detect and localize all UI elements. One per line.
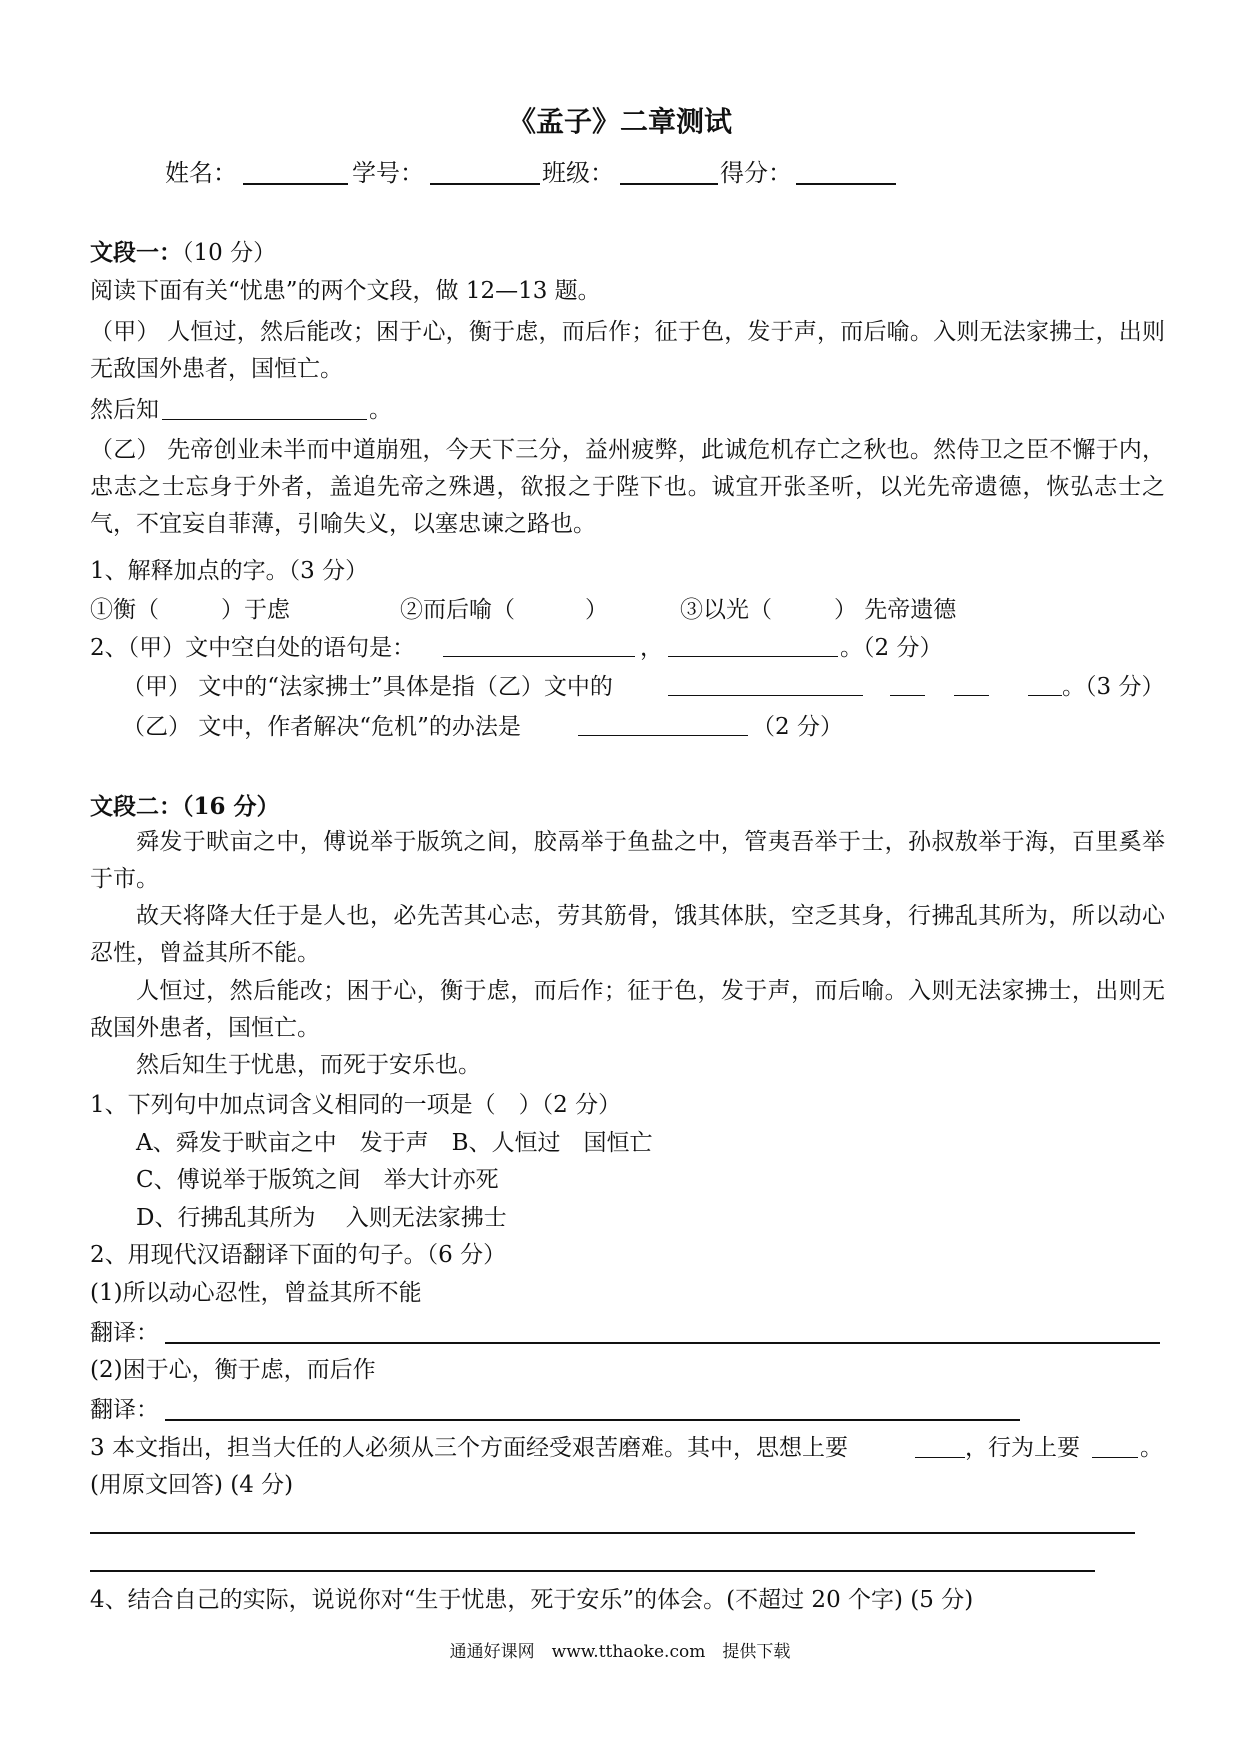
section-1-heading [90,238,276,268]
q2-score: 。（2 分） [840,635,943,661]
s2-question-1: 1、下列句中加点词含义相同的一项是（ ）（2 分） [90,1092,622,1118]
s2-question-4: 4、结合自己的实际，说说你对“生于忧患，死于安乐”的体会。(不超过 20 个字) (5 分) [90,1587,974,1613]
passage-jia: （甲） 人恒过，然后能改；困于心，衡于虑，而后作；征于色，发于声，而后喻。入则无法家拂士，出则无敌国外患者，国恒亡。 [90,319,1165,382]
s2-q2-sentence-2: (2)困于心，衡于虑，而后作 [90,1357,376,1383]
passage-2-p2: 故天将降大任于是人也，必先苦其心志，劳其筋骨，饿其体肤，空乏其身，行拂乱其所为，所以动心忍性，曾益其所不能。 [90,903,1165,966]
s1-question-1: 1、解释加点的字。（3 分） [90,558,369,584]
q2-blank-1[interactable] [443,656,635,657]
answer-line-1[interactable] [90,1532,1135,1534]
name-field[interactable] [243,183,348,185]
class-label: 班级： [542,159,614,187]
passage-yi: （乙） 先帝创业未半而中道崩殂，今天下三分，益州疲弊，此诚危机存亡之秋也。然侍卫之臣不懈于内，忠志之士忘身于外者，盖追先帝之殊遇，欲报之于陛下也。诚宜开张圣听，以光先帝遗德，恢弘志士之气，不宜妄自菲薄，引喻失义，以塞忠谏之路也。 [90,437,1165,537]
section-1-score: （10 分） [182,240,277,266]
q2b-blank-3[interactable] [954,695,989,696]
q3-end: 。 [1140,1435,1163,1461]
q2-comma: ， [640,635,663,661]
jia-blank-suffix: 。 [369,397,392,423]
q3-mid: ，行为上要 [965,1435,1080,1461]
q2b-blank-4[interactable] [1028,695,1062,696]
translate-line-1[interactable] [165,1342,1160,1344]
s1-q1-option-b: ②而后喻（ ） [400,597,608,623]
q2b-blank-2[interactable] [890,695,925,696]
jia-blank-prefix: 然后知 [90,397,159,423]
s1-question-2: 2、（甲）文中空白处的语句是： [90,635,416,661]
s2-q1-option-ab: A、舜发于畎亩之中 发于声 B、人恒过 国恒亡 [136,1130,653,1156]
passage-2-p4: 然后知生于忧患，而死于安乐也。 [136,1052,481,1078]
q2b-score: 。（3 分） [1062,674,1165,700]
score-label: 得分： [720,159,792,187]
section-1-intro: 阅读下面有关“忧患”的两个文段，做 12—13 题。 [90,278,601,304]
s2-question-3: 3 本文指出，担当大任的人必须从三个方面经受艰苦磨难。其中，思想上要 [90,1435,848,1461]
student-id-label: 学号： [352,159,424,187]
name-label: 姓名： [165,159,237,187]
s1-question-2c: （乙） 文中，作者解决“危机”的办法是 [122,714,521,740]
q2c-score: （2 分） [752,714,843,740]
jia-blank-line[interactable] [162,419,367,420]
q2c-blank[interactable] [578,735,748,736]
q2-blank-2[interactable] [668,656,838,657]
s1-q1-option-c: ③以光（ ） 先帝遗德 [680,597,957,623]
translate-label-1: 翻译： [90,1320,159,1346]
section-1-title: 文段一： [90,239,182,266]
s1-q1-option-a: ①衡（ ）于虑 [90,597,290,623]
s2-q1-option-d: D、行拂乱其所为 入则无法家拂士 [136,1205,507,1231]
passage-2-p1: 舜发于畎亩之中，傅说举于版筑之间，胶鬲举于鱼盐之中，管夷吾举于士，孙叔敖举于海，百里奚举于市。 [90,829,1165,892]
s2-question-3-note: (用原文回答) (4 分) [90,1472,294,1498]
section-2-heading: 文段二：（16 分） [90,793,280,820]
score-field[interactable] [796,183,896,185]
q2b-blank-1[interactable] [668,695,863,696]
student-id-field[interactable] [430,183,540,185]
footer-credit: 通通好课网 www.tthaoke.com 提供下载 [449,1642,791,1662]
passage-2-p3: 人恒过，然后能改；困于心，衡于虑，而后作；征于色，发于声，而后喻。入则无法家拂士，出则无敌国外患者，国恒亡。 [90,978,1165,1041]
answer-line-2[interactable] [90,1570,1095,1572]
s1-question-2b: （甲） 文中的“法家拂士”具体是指（乙）文中的 [122,674,613,700]
translate-line-2[interactable] [165,1419,1020,1421]
page-title: 《孟子》二章测试 [507,105,732,138]
class-field[interactable] [620,183,718,185]
s2-q1-option-c: C、傅说举于版筑之间 举大计亦死 [136,1167,499,1193]
translate-label-2: 翻译： [90,1397,159,1423]
s2-q2-sentence-1: (1)所以动心忍性，曾益其所不能 [90,1280,422,1306]
q3-blank-2[interactable] [1092,1457,1138,1458]
q3-blank-1[interactable] [915,1457,965,1458]
s2-question-2: 2、用现代汉语翻译下面的句子。（6 分） [90,1242,507,1268]
